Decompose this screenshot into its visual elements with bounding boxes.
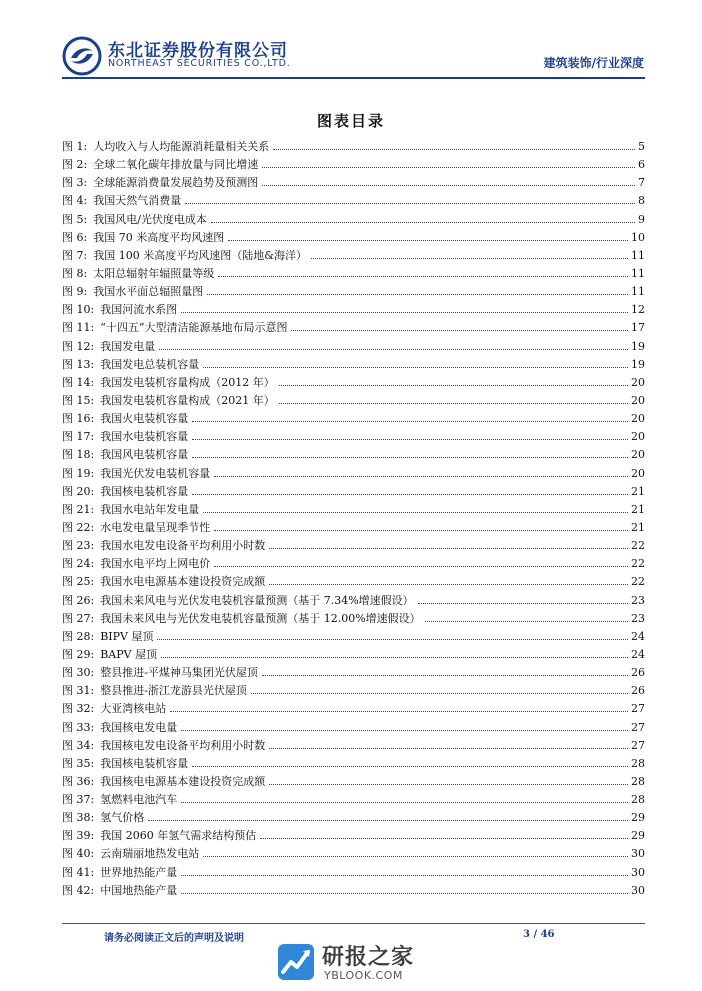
figure-title: 我国核电装机容量: [100, 756, 189, 770]
dot-leader: [262, 166, 635, 168]
toc-row[interactable]: [62, 682, 645, 700]
dot-leader: [157, 638, 628, 640]
toc-row[interactable]: [62, 882, 645, 900]
toc-row[interactable]: [62, 519, 645, 537]
figure-page-number: 11: [631, 285, 645, 299]
dot-leader: [260, 837, 628, 839]
company-logo-icon: [62, 36, 102, 76]
figure-label: 图 35:: [62, 756, 95, 770]
figure-page-number: 19: [631, 339, 645, 353]
figure-label: 图 3:: [62, 176, 88, 190]
figure-title: 我国水电平均上网电价: [100, 557, 211, 571]
figure-title: BIPV 屋顶: [100, 629, 154, 643]
figure-label: 图 40:: [62, 847, 95, 861]
dot-leader: [192, 420, 628, 422]
figure-title: 云南瑞丽地热发电站: [100, 847, 200, 861]
figure-label: 图 6:: [62, 230, 88, 244]
figure-title: 我国发电总装机容量: [100, 357, 200, 371]
figure-label: 图 26:: [62, 593, 95, 607]
toc-row[interactable]: [62, 845, 645, 863]
toc-row[interactable]: [62, 755, 645, 773]
dot-leader: [181, 729, 628, 731]
figure-label: 图 41:: [62, 865, 95, 879]
figure-page-number: 29: [631, 829, 645, 843]
dot-leader: [161, 656, 628, 658]
dot-leader: [203, 511, 628, 513]
figure-label: 图 4:: [62, 194, 88, 208]
figure-page-number: 20: [631, 466, 645, 480]
toc-row[interactable]: [62, 610, 645, 628]
figure-title: 我国河流水系图: [100, 303, 178, 317]
figure-label: 图 19:: [62, 466, 95, 480]
figure-page-number: 19: [631, 357, 645, 371]
figure-label: 图 27:: [62, 611, 95, 625]
page-number: 3 / 46: [523, 929, 555, 940]
dot-leader: [192, 765, 628, 767]
figure-label: 图 5:: [62, 212, 88, 226]
dot-leader: [425, 620, 628, 622]
figure-label: 图 18:: [62, 448, 95, 462]
figure-label: 图 1:: [62, 140, 88, 153]
figure-title: 我国风电装机容量: [100, 448, 189, 462]
toc-row[interactable]: [62, 301, 645, 319]
figure-title: 我国水电电源基本建设投资完成额: [100, 575, 266, 589]
figure-page-number: 27: [631, 702, 645, 716]
figure-title: BAPV 屋顶: [100, 647, 158, 661]
figure-page-number: 9: [638, 212, 645, 226]
toc-row[interactable]: [62, 465, 645, 483]
figure-title: 我国核电电源基本建设投资完成额: [100, 774, 266, 788]
watermark-text-en: YBLOOK.COM: [324, 969, 403, 982]
figure-label: 图 29:: [62, 647, 95, 661]
figure-label: 图 7:: [62, 248, 88, 262]
toc-row[interactable]: [62, 592, 645, 610]
figure-title: 我国未来风电与光伏发电装机容量预测（基于 12.00%增速假设）: [100, 611, 421, 625]
toc-row[interactable]: [62, 356, 645, 374]
figure-title: “十四五”大型清洁能源基地布局示意图: [100, 321, 288, 335]
figure-label: 图 25:: [62, 575, 95, 589]
figure-title: 中国地热能产量: [100, 883, 178, 897]
figure-label: 图 11:: [62, 321, 95, 335]
dot-leader: [203, 366, 628, 368]
toc-row[interactable]: [62, 138, 645, 156]
figure-label: 图 38:: [62, 811, 95, 825]
toc-row[interactable]: [62, 501, 645, 519]
watermark-text-cn: 研报之家: [322, 945, 415, 970]
dot-leader: [228, 239, 628, 241]
figure-page-number: 21: [631, 520, 645, 534]
dot-leader: [269, 583, 628, 585]
figure-title: 我国 2060 年氢气需求结构预估: [100, 829, 257, 843]
figure-page-number: 23: [631, 611, 645, 625]
toc-row[interactable]: [62, 247, 645, 265]
figure-page-number: 28: [631, 756, 645, 770]
dot-leader: [262, 184, 635, 186]
figure-page-number: 7: [638, 176, 645, 190]
figure-page-number: 26: [631, 666, 645, 680]
figure-page-number: 22: [631, 539, 645, 553]
figure-page-number: 17: [631, 321, 645, 335]
figure-title: 世界地热能产量: [100, 865, 178, 879]
figure-title: 我国天然气消费量: [93, 194, 182, 208]
figure-label: 图 24:: [62, 557, 95, 571]
report-category: 建筑装饰/行业深度: [543, 56, 644, 70]
toc-row[interactable]: [62, 573, 645, 591]
dot-leader: [159, 348, 628, 350]
figure-title: 我国核电发电量: [100, 720, 178, 734]
figure-page-number: 22: [631, 557, 645, 571]
figure-page-number: 20: [631, 430, 645, 444]
figure-page-number: 21: [631, 502, 645, 516]
figure-title: 水电发电量呈现季节性: [100, 520, 211, 534]
toc-row[interactable]: [62, 211, 645, 229]
company-name-cn: 东北证券股份有限公司: [108, 41, 288, 61]
figure-title: 整县推进-平煤神马集团光伏屋顶: [100, 666, 258, 680]
dot-leader: [203, 855, 628, 857]
toc-row[interactable]: [62, 410, 645, 428]
toc-row[interactable]: [62, 864, 645, 882]
figure-page-number: 24: [631, 647, 645, 661]
toc-row[interactable]: [62, 773, 645, 791]
dot-leader: [279, 402, 628, 404]
toc-row[interactable]: [62, 700, 645, 718]
figure-title: 全球能源消费量发展趋势及预测图: [93, 176, 259, 190]
figure-label: 图 33:: [62, 720, 95, 734]
toc-row[interactable]: [62, 664, 645, 682]
figure-page-number: 20: [631, 393, 645, 407]
figure-label: 图 34:: [62, 738, 95, 752]
dot-leader: [269, 747, 628, 749]
figure-label: 图 31:: [62, 684, 95, 698]
figure-page-number: 27: [631, 738, 645, 752]
figure-page-number: 21: [631, 484, 645, 498]
dot-leader: [218, 275, 628, 277]
figure-title: 太阳总辐射年辐照量等级: [93, 266, 215, 280]
figure-page-number: 8: [638, 194, 645, 208]
figure-label: 图 12:: [62, 339, 95, 353]
dot-leader: [269, 547, 628, 549]
dot-leader: [192, 493, 628, 495]
header-divider: [62, 77, 645, 79]
figure-title: 我国水电发电设备平均利用小时数: [100, 539, 266, 553]
figure-label: 图 20:: [62, 484, 95, 498]
dot-leader: [214, 529, 628, 531]
toc-row[interactable]: [62, 646, 645, 664]
figure-label: 图 10:: [62, 303, 95, 317]
dot-leader: [211, 221, 635, 223]
toc-row[interactable]: [62, 229, 645, 247]
dot-leader: [181, 801, 628, 803]
figure-page-number: 30: [631, 847, 645, 861]
dot-leader: [181, 311, 628, 313]
toc-row[interactable]: [62, 265, 645, 283]
dot-leader: [279, 384, 628, 386]
dot-leader: [214, 475, 628, 477]
toc-row[interactable]: [62, 174, 645, 192]
figure-title: 我国 100 米高度平均风速图（陆地&海洋）: [93, 248, 307, 262]
toc-row[interactable]: [62, 156, 645, 174]
toc-row[interactable]: [62, 809, 645, 827]
figure-label: 图 23:: [62, 539, 95, 553]
figure-label: 图 21:: [62, 502, 95, 516]
toc-row[interactable]: [62, 827, 645, 845]
toc-row[interactable]: [62, 283, 645, 301]
figure-page-number: 11: [631, 248, 645, 262]
footer-divider: [62, 923, 645, 924]
toc-row[interactable]: [62, 791, 645, 809]
dot-leader: [214, 565, 628, 567]
dot-leader: [207, 293, 628, 295]
figure-label: 图 37:: [62, 793, 95, 807]
figure-title: 我国水平面总辐照量图: [93, 285, 204, 299]
figure-label: 图 32:: [62, 702, 95, 716]
figure-label: 图 13:: [62, 357, 95, 371]
toc-row[interactable]: [62, 719, 645, 737]
figure-page-number: 10: [631, 230, 645, 244]
toc-row[interactable]: [62, 374, 645, 392]
figure-page-number: 5: [638, 140, 645, 153]
dot-leader: [181, 892, 628, 894]
figure-label: 图 39:: [62, 829, 95, 843]
figure-page-number: 30: [631, 883, 645, 897]
figure-label: 图 42:: [62, 883, 95, 897]
disclaimer-note: 请务必阅读正文后的声明及说明: [104, 933, 244, 944]
dot-leader: [170, 710, 628, 712]
figure-title: 我国水电站年发电量: [100, 502, 200, 516]
figure-page-number: 28: [631, 774, 645, 788]
toc-row[interactable]: [62, 537, 645, 555]
figure-title: 全球二氧化碳年排放量与同比增速: [93, 158, 259, 172]
figure-title: 我国 70 米高度平均风速图: [93, 230, 225, 244]
toc-row[interactable]: [62, 192, 645, 210]
dot-leader: [251, 692, 628, 694]
toc-row[interactable]: [62, 483, 645, 501]
figure-title: 我国发电装机容量构成（2021 年）: [100, 393, 275, 407]
dot-leader: [148, 819, 628, 821]
dot-leader: [181, 874, 628, 876]
toc-row[interactable]: [62, 338, 645, 356]
figure-page-number: 29: [631, 811, 645, 825]
figure-page-number: 20: [631, 448, 645, 462]
dot-leader: [273, 148, 635, 150]
figure-title: 我国风电/光伏度电成本: [93, 212, 207, 226]
figure-page-number: 30: [631, 865, 645, 879]
dot-leader: [192, 438, 628, 440]
figure-label: 图 9:: [62, 285, 88, 299]
figure-title: 整县推进-浙江龙游县光伏屋顶: [100, 684, 247, 698]
figure-page-number: 23: [631, 593, 645, 607]
figure-title: 我国火电装机容量: [100, 412, 189, 426]
figure-title: 我国核电发电设备平均利用小时数: [100, 738, 266, 752]
figure-title: 我国发电装机容量构成（2012 年）: [100, 375, 275, 389]
figure-title: 我国核电装机容量: [100, 484, 189, 498]
figure-page-number: 22: [631, 575, 645, 589]
figure-label: 图 8:: [62, 266, 88, 280]
figure-page-number: 20: [631, 375, 645, 389]
figure-page-number: 20: [631, 412, 645, 426]
toc-row[interactable]: [62, 737, 645, 755]
figure-label: 图 22:: [62, 520, 95, 534]
dot-leader: [262, 674, 628, 676]
toc-row[interactable]: [62, 446, 645, 464]
figure-page-number: 27: [631, 720, 645, 734]
figure-page-number: 28: [631, 793, 645, 807]
page-header: [0, 0, 702, 80]
figure-title: 氢燃料电池汽车: [100, 793, 178, 807]
figure-title: 大亚湾核电站: [100, 702, 167, 716]
dot-leader: [418, 602, 628, 604]
figure-title: 人均收入与人均能源消耗量相关关系: [93, 140, 270, 153]
figure-title: 我国发电量: [100, 339, 156, 353]
dot-leader: [291, 329, 628, 331]
dot-leader: [311, 257, 628, 259]
figure-label: 图 17:: [62, 430, 95, 444]
toc-row[interactable]: [62, 319, 645, 337]
figure-title: 我国水电装机容量: [100, 430, 189, 444]
figure-label: 图 36:: [62, 774, 95, 788]
dot-leader: [192, 456, 628, 458]
figure-page-number: 6: [638, 158, 645, 172]
figure-page-number: 24: [631, 629, 645, 643]
figure-label: 图 2:: [62, 158, 88, 172]
watermark: [276, 940, 446, 988]
dot-leader: [185, 202, 635, 204]
dot-leader: [269, 783, 628, 785]
figure-list: [62, 138, 645, 900]
figure-page-number: 12: [631, 303, 645, 317]
toc-row[interactable]: [62, 555, 645, 573]
figure-title: 氢气价格: [100, 811, 145, 825]
figure-label: 图 28:: [62, 629, 95, 643]
figure-label: 图 15:: [62, 393, 95, 407]
toc-title: 图表目录: [316, 112, 385, 130]
toc-row[interactable]: [62, 628, 645, 646]
figure-title: 我国未来风电与光伏发电装机容量预测（基于 7.34%增速假设）: [100, 593, 414, 607]
figure-label: 图 16:: [62, 412, 95, 426]
company-name-en: NORTHEAST SECURITIES CO.,LTD.: [108, 58, 291, 69]
figure-title: 我国光伏发电装机容量: [100, 466, 211, 480]
figure-page-number: 11: [631, 266, 645, 280]
figure-label: 图 30:: [62, 666, 95, 680]
watermark-logo-icon: [276, 942, 316, 982]
toc-row[interactable]: [62, 428, 645, 446]
toc-row[interactable]: [62, 392, 645, 410]
figure-label: 图 14:: [62, 375, 95, 389]
figure-page-number: 26: [631, 684, 645, 698]
